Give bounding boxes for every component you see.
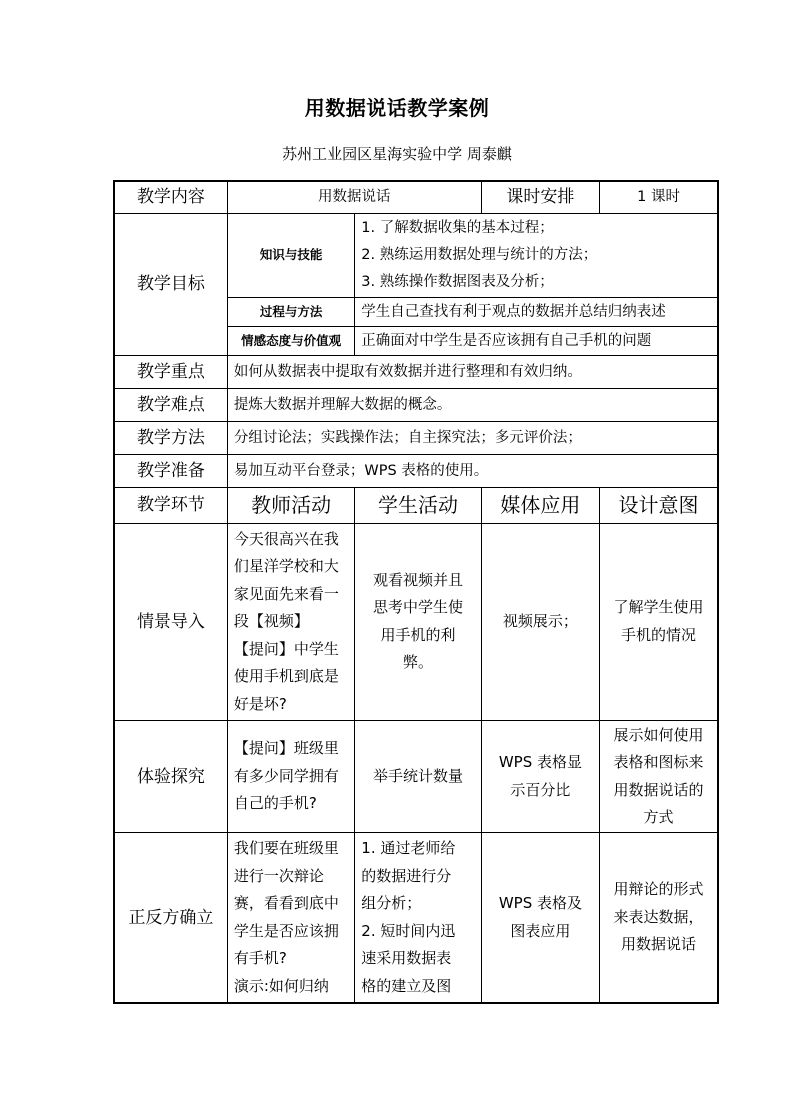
methods-value: 分组讨论法；实践操作法；自主探究法；多元评价法； (227, 421, 718, 454)
text-line: 段【视频】 (233, 612, 309, 630)
text-line: 速采用数据表 (361, 949, 452, 967)
row-preparation (114, 454, 718, 487)
header-teacher: 教师活动 (227, 487, 354, 523)
text-line: 格的建立及图 (361, 976, 452, 995)
text-line: 弊。 (402, 653, 433, 672)
design-intent (600, 833, 718, 1004)
text-line: 组分析； (361, 894, 422, 912)
text-line: 们星洋学校和大 (233, 557, 339, 575)
text-line: 示百分比 (510, 780, 571, 799)
text-line: 家见面先来看一 (233, 584, 339, 603)
difficulties-label: 教学难点 (114, 388, 227, 421)
text-line: 用辩论的形式 (613, 880, 704, 899)
row-stage-explore (114, 721, 718, 833)
student-activity (355, 721, 481, 833)
text-line: 赛，看看到底中 (233, 894, 339, 912)
text-line: 有手机? (233, 949, 287, 967)
teacher-activity (227, 721, 354, 833)
lesson-plan-table (113, 180, 719, 1004)
knowledge-item: 1. 了解数据收集的基本过程； (361, 219, 554, 236)
text-line: 使用手机到底是 (233, 667, 339, 685)
text-line: 用手机的利 (380, 625, 456, 644)
text-line: 方式 (643, 808, 674, 826)
row-objectives-knowledge (114, 213, 718, 297)
text-line: 视频展示； (502, 612, 578, 630)
media-usage (481, 833, 599, 1004)
design-intent (600, 523, 718, 721)
schedule-label: 课时安排 (481, 181, 599, 213)
process-label: 过程与方法 (227, 297, 354, 326)
text-line: 今天很高兴在我 (233, 529, 339, 548)
header-design: 设计意图 (600, 487, 718, 523)
text-line: 我们要在班级里 (233, 839, 339, 857)
difficulties-value: 提炼大数据并理解大数据的概念。 (227, 388, 718, 421)
text-line: 的数据进行分 (361, 866, 452, 885)
stage-name: 体验探究 (114, 721, 227, 833)
preparation-label: 教学准备 (114, 454, 227, 487)
preparation-value: 易加互动平台登录；WPS 表格的使用。 (227, 454, 718, 487)
row-content (114, 181, 718, 213)
stage-name: 情景导入 (114, 523, 227, 721)
key-points-value: 如何从数据表中提取有效数据并进行整理和有效归纳。 (227, 355, 718, 388)
schedule-value: 1 课时 (600, 181, 718, 213)
objectives-label: 教学目标 (114, 213, 227, 355)
text-line: 手机的情况 (621, 625, 697, 644)
teacher-activity (227, 833, 354, 1004)
text-line: 展示如何使用 (613, 725, 704, 744)
knowledge-label: 知识与技能 (227, 213, 354, 297)
text-line: WPS 表格及 (498, 894, 582, 912)
media-usage (481, 523, 599, 721)
text-line: 举手统计数量 (372, 766, 463, 785)
knowledge-item: 3. 熟练操作数据图表及分析； (361, 273, 554, 290)
text-line: 有多少同学拥有 (233, 766, 339, 785)
teacher-activity (227, 523, 354, 721)
text-line: 学生是否应该拥 (233, 921, 339, 940)
text-line: 用数据说话的 (613, 780, 704, 799)
design-intent (600, 721, 718, 833)
row-methods (114, 421, 718, 454)
content-label: 教学内容 (114, 181, 227, 213)
text-line: 来表达数据， (613, 907, 704, 926)
text-line: 自己的手机? (233, 794, 317, 813)
student-activity (355, 523, 481, 721)
text-line: 演示:如何归纳 (233, 976, 329, 995)
text-line: 观看视频并且 (372, 570, 463, 589)
text-line: 好是坏? (233, 694, 287, 713)
header-stage: 教学环节 (114, 487, 227, 523)
header-student: 学生活动 (355, 487, 481, 523)
content-value: 用数据说话 (227, 181, 481, 213)
header-media: 媒体应用 (481, 487, 599, 523)
page-title: 用数据说话教学案例 (304, 96, 490, 120)
text-line: 【提问】中学生 (233, 639, 339, 658)
text-line: 了解学生使用 (613, 598, 704, 617)
text-line: 1. 通过老师给 (361, 839, 456, 857)
knowledge-item: 2. 熟练运用数据处理与统计的方法； (361, 246, 598, 263)
text-line: 2. 短时间内迅 (361, 921, 456, 940)
stage-name: 正反方确立 (114, 833, 227, 1004)
author-line: 苏州工业园区星海实验中学 周泰麒 (282, 145, 512, 163)
text-line: 用数据说话 (621, 935, 697, 954)
media-usage (481, 721, 599, 833)
row-difficulties (114, 388, 718, 421)
process-value: 学生自己查找有利于观点的数据并总结归纳表述 (355, 297, 718, 326)
text-line: WPS 表格显 (498, 753, 582, 771)
text-line: 进行一次辩论 (233, 866, 324, 885)
methods-label: 教学方法 (114, 421, 227, 454)
row-stage-debate (114, 833, 718, 1004)
text-line: 图表应用 (510, 921, 571, 940)
text-line: 表格和图标来 (613, 753, 704, 771)
text-line: 【提问】班级里 (233, 739, 339, 758)
row-key-points (114, 355, 718, 388)
key-points-label: 教学重点 (114, 355, 227, 388)
knowledge-list (355, 213, 718, 297)
attitude-label: 情感态度与价值观 (227, 326, 354, 355)
attitude-value: 正确面对中学生是否应该拥有自己手机的问题 (355, 326, 718, 355)
row-stage-header (114, 487, 718, 523)
text-line: 思考中学生使 (372, 598, 463, 617)
row-stage-intro (114, 523, 718, 721)
student-activity (355, 833, 481, 1004)
